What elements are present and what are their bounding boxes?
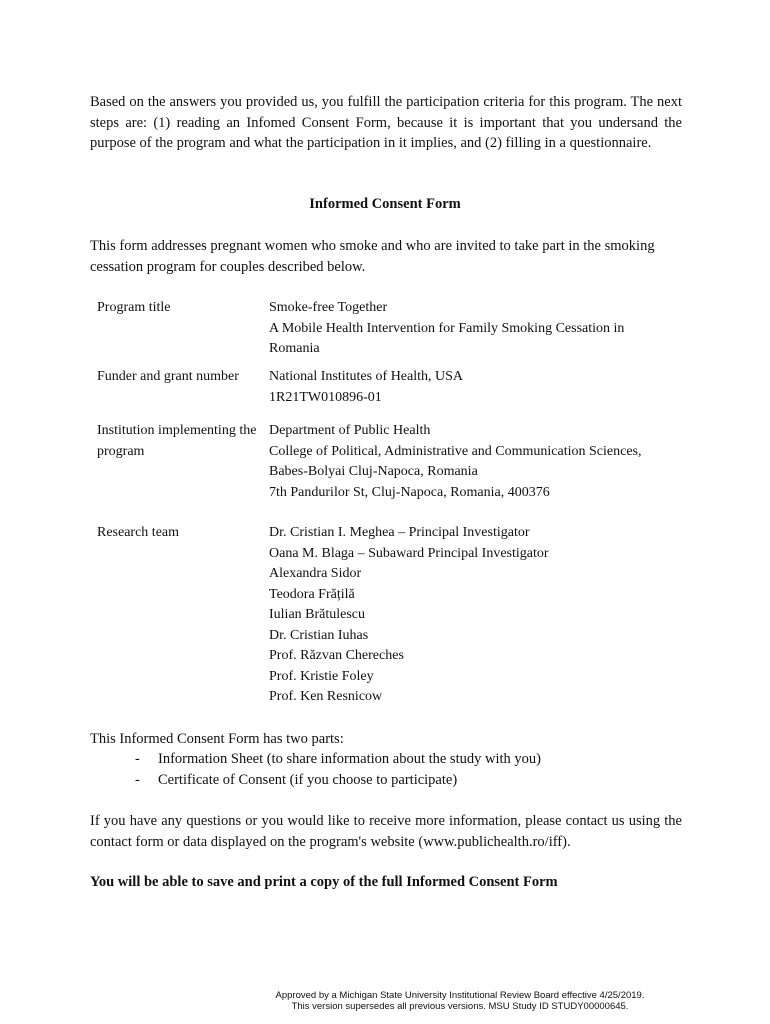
footer-line-2: This version supersedes all previous versions. MSU Study ID STUDY00000645. xyxy=(291,1001,629,1012)
approval-footer xyxy=(180,990,740,1012)
addresses-paragraph: This form addresses pregnant women who smoke and who are invited to take part in the smoking cessation program for couples described below. xyxy=(90,238,655,275)
value-line: Prof. Kristie Foley xyxy=(269,668,374,684)
list-item: - Certificate of Consent (if you choose to participate) xyxy=(135,771,458,788)
value-line: Iulian Brătulescu xyxy=(269,607,366,622)
list-item-text: Certificate of Consent (if you choose to participate) xyxy=(158,771,458,788)
list-item: - Information Sheet (to share information about the study with you) xyxy=(135,751,541,767)
value-line: Prof. Ken Resnicow xyxy=(269,689,383,704)
parts-intro: This Informed Consent Form has two parts: xyxy=(90,731,344,747)
contact-paragraph: If you have any questions or you would like to receive more information, please contact us using the contact form or data displayed on the program's website (www.publichealth.ro/iff). xyxy=(90,813,682,850)
form-title: Informed Consent Form xyxy=(309,196,461,212)
value-line: Prof. Răzvan Chereches xyxy=(269,648,404,663)
value-line: National Institutes of Health, USA xyxy=(269,369,464,384)
row-value xyxy=(269,298,689,360)
value-line: A Mobile Health Intervention for Family Smoking Cessation in xyxy=(269,320,625,336)
footer-line-1: Approved by a Michigan State University Institutional Review Board effective 4/25/2019. xyxy=(275,990,645,1001)
row-value xyxy=(269,523,689,708)
parts-list xyxy=(135,749,541,790)
value-line: College of Political, Administrative and Communication Sciences, xyxy=(269,443,642,459)
row-label: Research team xyxy=(97,525,180,540)
value-line: Teodora Frățilă xyxy=(269,586,355,602)
value-line: Smoke-free Together xyxy=(269,300,388,315)
intro-paragraph: Based on the answers you provided us, you fulfill the participation criteria for this program. The next steps are: (1) reading an Infomed Consent Form, because it is important that you undersand the purpose of the program and what the participation in it implies, and (2) filling in a questionnaire. xyxy=(90,94,682,151)
label-text: Institution implementing the program xyxy=(97,423,257,459)
value-line: Department of Public Health xyxy=(269,423,431,438)
value-line: 1R21TW010896-01 xyxy=(269,389,382,405)
row-label: Program title xyxy=(97,300,171,315)
value-line: Oana M. Blaga – Subaward Principal Investigator xyxy=(269,545,549,561)
row-value xyxy=(269,421,689,503)
row-label xyxy=(97,421,257,462)
row-value xyxy=(269,367,689,408)
value-line: 7th Pandurilor St, Cluj-Napoca, Romania, 400376 xyxy=(269,484,550,500)
row-label: Funder and grant number xyxy=(97,369,239,384)
value-line: Babes-Bolyai Cluj-Napoca, Romania xyxy=(269,464,478,479)
value-line: Dr. Cristian I. Meghea – Principal Investigator xyxy=(269,525,530,540)
save-note: You will be able to save and print a copy of the full Informed Consent Form xyxy=(90,874,558,890)
value-line: Alexandra Sidor xyxy=(269,566,362,581)
list-item-text: Information Sheet (to share information about the study with you) xyxy=(158,751,541,767)
value-line: Romania xyxy=(269,341,320,356)
value-line: Dr. Cristian Iuhas xyxy=(269,627,369,643)
